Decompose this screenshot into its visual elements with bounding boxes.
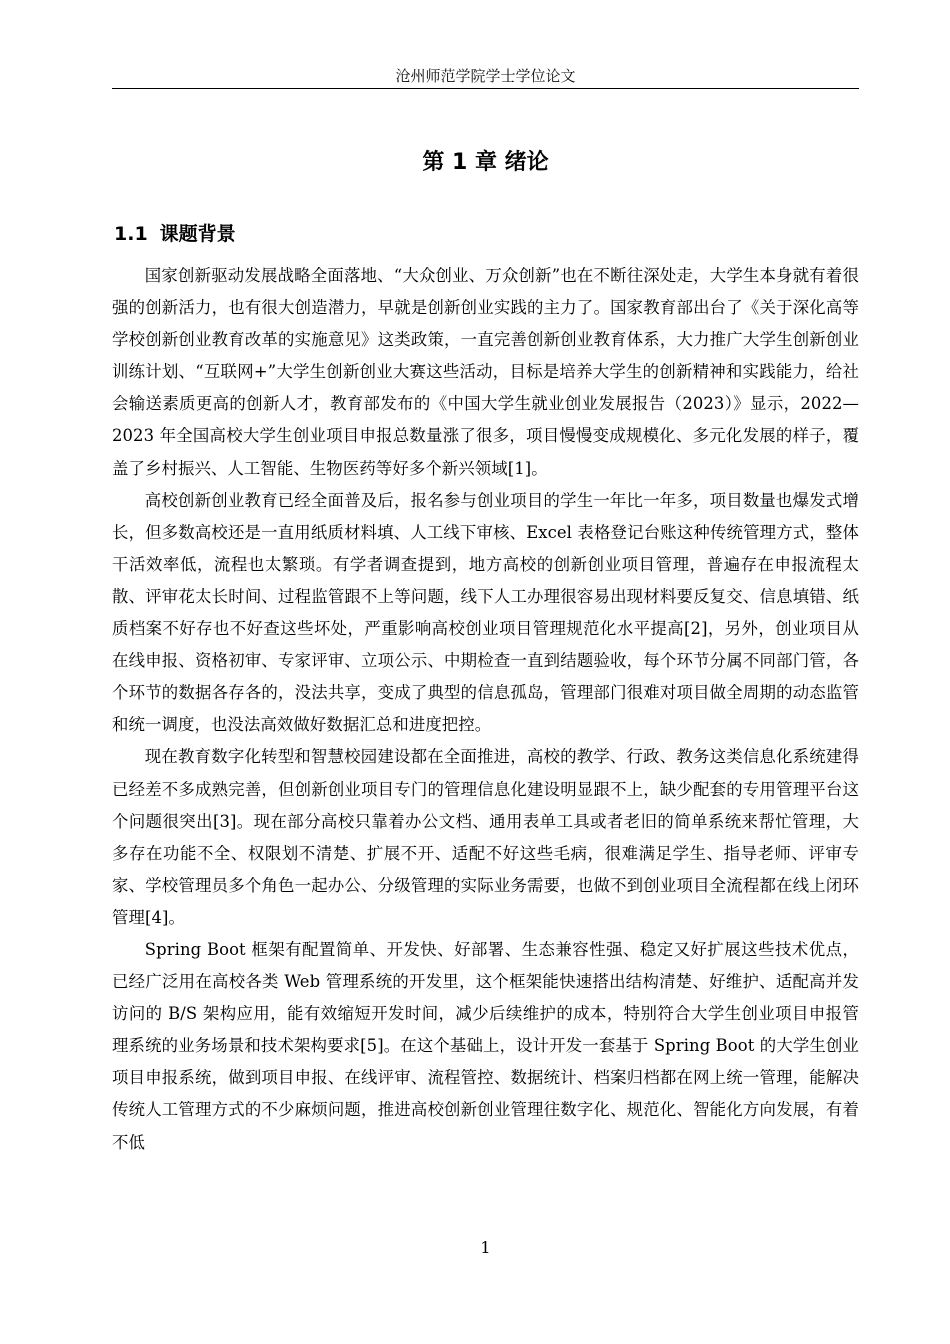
running-header: 沧州师范学院学士学位论文 — [395, 67, 576, 85]
header-rule — [112, 88, 859, 89]
section-title: 课题背景 — [159, 223, 236, 245]
page-number: 1 — [480, 1238, 491, 1257]
body-text — [112, 260, 859, 1159]
paragraph: 高校创新创业教育已经全面普及后，报名参与创业项目的学生一年比一年多，项目数量也爆发式增长，但多数高校还是一直用纸质材料填、人工线下审核、Excel 表格登记台账这种传统管理方式，整体干活效率低，流程也太繁琐。有学者调查提到，地方高校的创新创业项目管理，普遍存在申报流程太散、评审花太长时间、过程监管跟不上等问题，线下人工办理很容易出现材料要反复交、信息填错、纸质档案不好存也不好查这些坏处，严重影响高校创业项目管理规范化水平提高[2]，另外，创业项目从在线申报、资格初审、专家评审、立项公示、中期检查一直到结题验收，每个环节分属不同部门管，各个环节的数据各存各的，没法共享，变成了典型的信息孤岛，管理部门很难对项目做全周期的动态监管和统一调度，也没法高效做好数据汇总和进度把控。 — [112, 490, 859, 735]
section-number: 1.1 — [114, 223, 148, 245]
paragraph: Spring Boot 框架有配置简单、开发快、好部署、生态兼容性强、稳定又好扩展这些技术优点，已经广泛用在高校各类 Web 管理系统的开发里，这个框架能快速搭出结构清楚、好维护、适配高并发访问的 B/S 架构应用，能有效缩短开发时间，减少后续维护的成本，特别符合大学生创业项目申报管理系统的业务场景和技术架构要求[5]。在这个基础上，设计开发一套基于 Spring Boot 的大学生创业项目申报系统，做到项目申报、在线评审、流程管控、数据统计、档案归档都在网上统一管理，能解决传统人工管理方式的不少麻烦问题，推进高校创新创业管理往数字化、规范化、智能化方向发展，有着不低 — [112, 939, 859, 1152]
paragraph: 现在教育数字化转型和智慧校园建设都在全面推进，高校的教学、行政、教务这类信息化系统建得已经差不多成熟完善，但创新创业项目专门的管理信息化建设明显跟不上，缺少配套的专用管理平台这个问题很突出[3]。现在部分高校只靠着办公文档、通用表单工具或者老旧的简单系统来帮忙管理，大多存在功能不全、权限划不清楚、扩展不开、适配不好这些毛病，很难满足学生、指导老师、评审专家、学校管理员多个角色一起办公、分级管理的实际业务需要，也做不到创业项目全流程都在线上闭环管理[4]。 — [112, 747, 859, 927]
chapter-title: 第 1 章 绪论 — [422, 150, 549, 175]
section-heading — [114, 218, 236, 250]
paragraph: 国家创新驱动发展战略全面落地、“大众创业、万众创新”也在不断往深处走，大学生本身就有着很强的创新活力，也有很大创造潜力，早就是创新创业实践的主力了。国家教育部出台了《关于深化高等学校创新创业教育改革的实施意见》这类政策，一直完善创新创业教育体系，大力推广大学生创新创业训练计划、“互联网+”大学生创新创业大赛这些活动，目标是培养大学生的创新精神和实践能力，给社会输送素质更高的创新人才，教育部发布的《中国大学生就业创业发展报告（2023）》显示，2022—2023 年全国高校大学生创业项目申报总数量涨了很多，项目慢慢变成规模化、多元化发展的样子，覆盖了乡村振兴、人工智能、生物医药等好多个新兴领域[1]。 — [112, 266, 859, 478]
